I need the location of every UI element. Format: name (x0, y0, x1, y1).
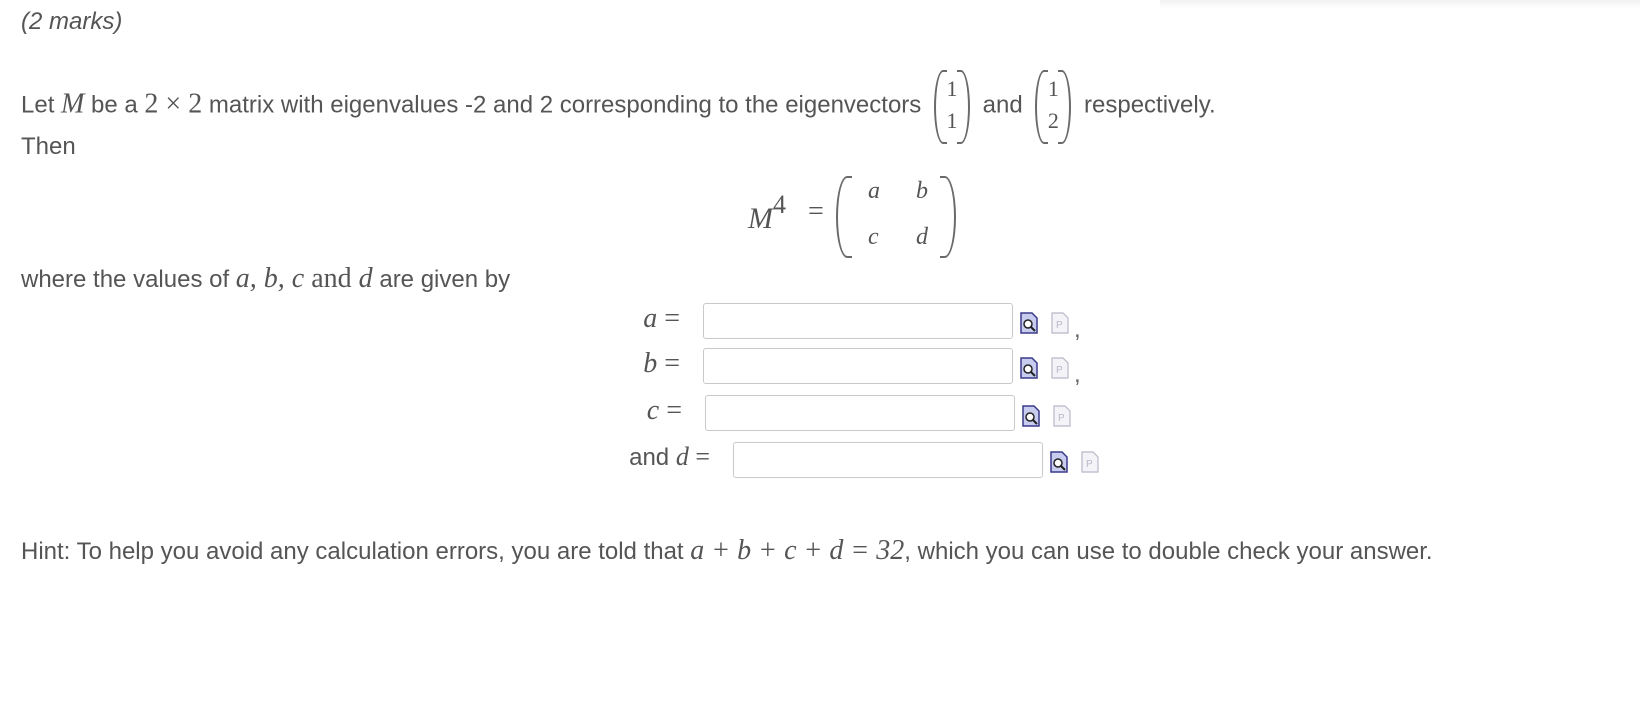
matrix-entry-a: a (868, 178, 880, 204)
then-label: Then (21, 133, 76, 160)
answer-input-d[interactable] (733, 442, 1043, 478)
matrix-power: $M^4$ (748, 190, 786, 235)
syntax-help-icon[interactable] (1051, 312, 1069, 334)
matrix-equation (748, 172, 968, 258)
matrix-dimensions: 2 × 2 (144, 88, 203, 120)
hint-text: Hint: To help you avoid any calculation errors, you are told that a + b + c + d = 32, which you can use to double check your answer. (21, 535, 1433, 566)
answer-input-c[interactable] (705, 395, 1015, 431)
preview-icon[interactable] (1050, 451, 1068, 473)
matrix-entry-d: d (916, 224, 928, 250)
matrix-symbol: M (61, 88, 85, 120)
preview-icon[interactable] (1020, 312, 1038, 334)
syntax-help-icon[interactable] (1081, 451, 1099, 473)
matrix-entry-b: b (916, 178, 928, 204)
syntax-help-icon[interactable] (1051, 357, 1069, 379)
where-var-d: d (358, 263, 373, 294)
answer-label-a: a = (643, 303, 680, 334)
comma-b: , (1074, 361, 1081, 388)
svg-text:P: P (1056, 320, 1063, 331)
marks-label: (2 marks) (21, 8, 123, 35)
preview-icon[interactable] (1020, 357, 1038, 379)
answer-input-a[interactable] (703, 303, 1013, 339)
and-word: and (982, 91, 1023, 119)
equals-sign: = (808, 196, 824, 227)
svg-text:P: P (1086, 459, 1093, 470)
left-paren (836, 176, 852, 258)
question-statement (21, 70, 1216, 142)
where-statement: where the values of a, b, c and d are given by (21, 263, 511, 294)
eigenvector-1 (934, 70, 970, 142)
answer-label-b: b = (643, 348, 680, 379)
intro-pre: Let (21, 91, 62, 119)
intro-mid: be a (84, 91, 145, 119)
where-vars: a, b, c (235, 263, 305, 294)
answer-label-c: c = (646, 395, 682, 426)
matrix-entry-c: c (868, 224, 879, 250)
syntax-help-icon[interactable] (1053, 405, 1071, 427)
hint-formula: a + b + c + d = 32 (690, 535, 905, 566)
answer-label-d: and d = (629, 442, 710, 471)
intro-text: matrix with eigenvalues -2 and 2 corresponding to the eigenvectors (202, 91, 922, 119)
eigenvector-2 (1035, 70, 1071, 142)
preview-icon[interactable] (1022, 405, 1040, 427)
comma-a: , (1074, 316, 1081, 343)
svg-text:P: P (1056, 365, 1063, 376)
intro-end: respectively. (1084, 91, 1216, 119)
eigenvector-1-entry-2: 1 (946, 108, 958, 133)
svg-text:P: P (1058, 413, 1065, 424)
eigenvector-2-entry-1: 1 (1047, 76, 1059, 101)
eigenvector-1-entry-1: 1 (946, 76, 958, 101)
right-paren (940, 176, 956, 258)
top-edge-shadow (1160, 0, 1640, 8)
eigenvector-2-entry-2: 2 (1047, 108, 1059, 133)
answer-input-b[interactable] (703, 348, 1013, 384)
